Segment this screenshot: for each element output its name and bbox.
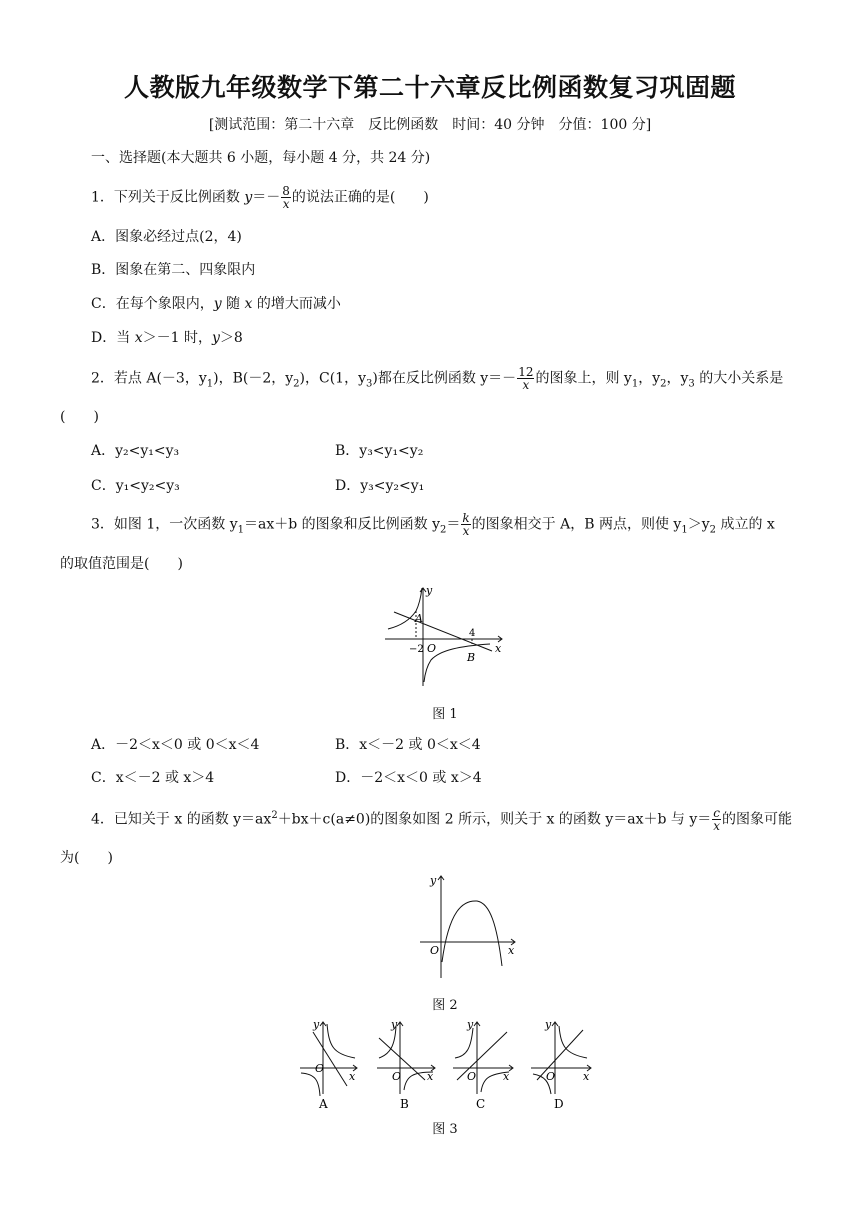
point-a-label: A	[415, 612, 423, 625]
question-2: 2．若点 A(－3，$y_1$)，B(－2，$y_2$)，C(1，$y_3$)都在反比例函数 y＝－ $\frac{12}{x}$ 的图象上，则 $y_1$，$y_2$，$y_3$ 的大小关系是	[91, 365, 784, 392]
d-origin-label: O	[546, 1070, 556, 1083]
option-d-label: D	[554, 1097, 564, 1111]
figure-2	[415, 870, 525, 982]
c-origin-label: O	[467, 1070, 477, 1083]
figure-3	[295, 1016, 595, 1116]
question-3: 3．如图 1，一次函数 $y_1=ax+b$ 的图象和反比例函数 $y_2=$ $\frac{k}{x}$ 的图象相交于 A，B 两点，则使 $y_1>y_2$ 成立的 x	[91, 511, 775, 538]
fraction: $\frac{8}{x}$	[282, 184, 290, 211]
d-x-label: x	[583, 1070, 590, 1083]
q4-line-2: 为( )	[60, 850, 113, 866]
q1-option-a: A．图象必经过点(2，4)	[91, 229, 242, 245]
origin-label: O	[430, 944, 440, 957]
tick-4: 4	[469, 628, 476, 639]
q1-option-c: C．在每个象限内，y 随 x 的增大而减小	[91, 296, 341, 312]
option-d-graph	[531, 1022, 591, 1094]
point-b-label: B	[467, 651, 476, 664]
tick-minus-2: −2	[409, 644, 424, 655]
option-a-graph	[300, 1022, 357, 1096]
b-x-label: x	[427, 1070, 434, 1083]
option-b-graph	[377, 1022, 435, 1094]
q3-line-2: 的取值范围是( )	[60, 556, 183, 572]
fraction: $\frac{k}{x}$	[462, 511, 470, 538]
q3-option-a: A．－2＜x＜0 或 0＜x＜4	[91, 737, 260, 753]
q1-option-d: D．当 x＞－1 时，y＞8	[91, 330, 243, 346]
test-scope: [测试范围：第二十六章 反比例函数 时间：40 分钟 分值：100 分]	[208, 117, 652, 133]
d-y-label: y	[545, 1018, 552, 1031]
figure-3-caption: 图 3	[432, 1122, 458, 1137]
x-axis-label: x	[495, 642, 502, 655]
q3-option-d: D．－2＜x＜0 或 x＞4	[335, 770, 482, 786]
page-title: 人教版九年级数学下第二十六章反比例函数复习巩固题	[123, 73, 736, 102]
x-axis-label: x	[508, 944, 515, 957]
fraction: $\frac{c}{x}$	[713, 806, 721, 834]
section-heading: 一、选择题(本大题共 6 小题，每小题 4 分，共 24 分)	[91, 150, 431, 166]
q1-option-b: B．图象在第二、四象限内	[91, 262, 256, 278]
fraction: $\frac{12}{x}$	[518, 365, 534, 392]
y-axis-label: y	[430, 874, 437, 887]
a-origin-label: O	[315, 1062, 325, 1075]
a-y-label: y	[313, 1018, 320, 1031]
a-x-label: x	[349, 1070, 356, 1083]
q3-option-c: C．x＜－2 或 x＞4	[91, 770, 215, 786]
c-y-label: y	[467, 1018, 474, 1031]
q2-answer-bracket: ( )	[60, 409, 99, 425]
b-origin-label: O	[392, 1070, 402, 1083]
q2-option-c: C．y₁<y₂<y₃	[91, 478, 180, 494]
y-axis-label: y	[426, 584, 433, 597]
question-1: 1．下列关于反比例函数 y＝－ $\frac{8}{x}$ 的说法正确的是( )	[91, 184, 429, 211]
option-c-label: C	[476, 1097, 486, 1111]
question-4: 4．已知关于 x 的函数 $y=ax^2+bx+c(a\ne 0)$的图象如图 2 所示，则关于 x 的函数 y＝ax＋b 与 y＝ $\frac{c}{x}$ 的图象可能	[91, 806, 793, 834]
q2-option-d: D．y₃<y₂<y₁	[335, 478, 425, 494]
figure-1	[380, 578, 510, 690]
b-y-label: y	[391, 1018, 398, 1031]
q3-option-b: B．x＜－2 或 0＜x＜4	[335, 737, 481, 753]
figure-2-caption: 图 2	[432, 998, 458, 1013]
option-c-graph	[453, 1022, 513, 1094]
option-a-label: A	[319, 1097, 328, 1111]
c-x-label: x	[503, 1070, 510, 1083]
origin-label: O	[427, 642, 437, 655]
option-b-label: B	[400, 1097, 409, 1111]
q2-option-a: A．y₂<y₁<y₃	[91, 443, 180, 459]
q2-option-b: B．y₃<y₁<y₂	[335, 443, 424, 459]
figure-1-caption: 图 1	[432, 707, 458, 722]
